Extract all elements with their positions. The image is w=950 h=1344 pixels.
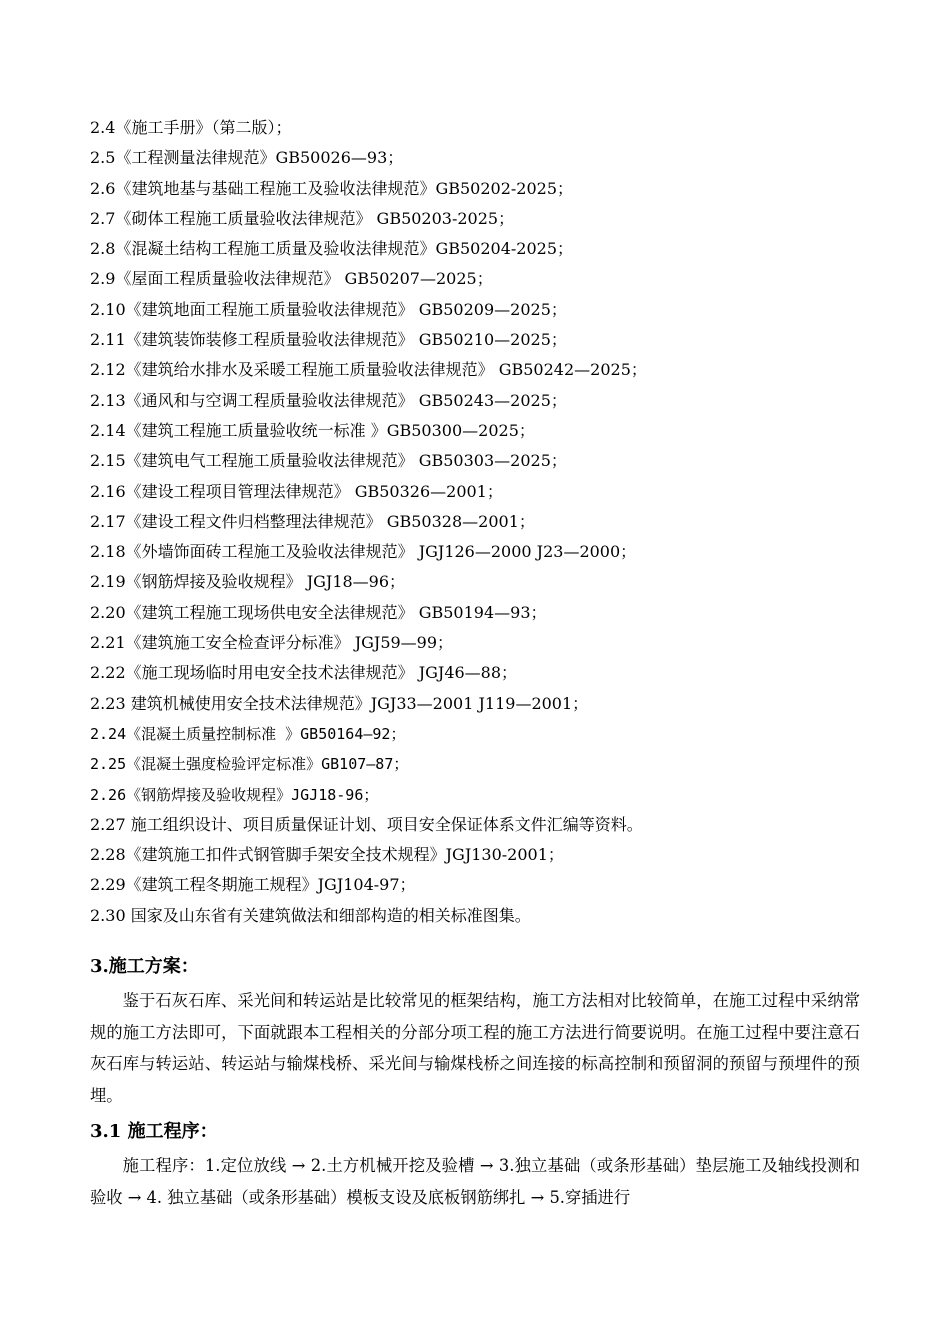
reference-item: 2.5《工程测量法律规范》GB50026—93； xyxy=(90,148,404,168)
reference-item: 2.16《建设工程项目管理法律规范》 GB50326—2001； xyxy=(90,481,503,501)
reference-list xyxy=(90,113,890,931)
reference-item: 2.9《屋面工程质量验收法律规范》 GB50207—2025； xyxy=(90,269,493,289)
reference-item: 2.22《施工现场临时用电安全技术法律规范》 JGJ46—88； xyxy=(90,663,518,683)
construction-procedure-paragraph: 施工程序：1.定位放线 → 2.土方机械开挖及验槽 → 3.独立基础（或条形基础）垫层施工及轴线投测和验收 → 4. 独立基础（或条形基础）模板支设及底板钢筋绑扎 → 5.穿插进行 xyxy=(90,1156,860,1207)
reference-item: 2.20《建筑工程施工现场供电安全法律规范》 GB50194—93； xyxy=(90,602,547,622)
reference-item: 2.29《建筑工程冬期施工规程》JGJ104-97； xyxy=(90,875,416,895)
reference-item: 2.26《钢筋焊接及验收规程》JGJ18-96； xyxy=(90,785,379,804)
reference-item: 2.14《建筑工程施工质量验收统一标准 》GB50300—2025； xyxy=(90,420,535,440)
reference-item: 2.13《通风和与空调工程质量验收法律规范》 GB50243—2025； xyxy=(90,390,567,410)
reference-item: 2.28《建筑施工扣件式钢管脚手架安全技术规程》JGJ130-2001； xyxy=(90,845,564,865)
section-heading-construction-plan: 3.施工方案： xyxy=(90,956,199,977)
reference-item: 2.7《砌体工程施工质量验收法律规范》 GB50203-2025； xyxy=(90,208,515,228)
section-heading-construction-procedure: 3.1 施工程序： xyxy=(90,1121,218,1142)
reference-item: 2.25《混凝土强度检验评定标准》GB107—87； xyxy=(90,755,409,774)
reference-item: 2.27 施工组织设计、项目质量保证计划、项目安全保证体系文件汇编等资料。 xyxy=(90,814,643,834)
reference-item: 2.11《建筑装饰装修工程质量验收法律规范》 GB50210—2025； xyxy=(90,330,567,350)
reference-item: 2.10《建筑地面工程施工质量验收法律规范》 GB50209—2025； xyxy=(90,299,567,319)
reference-item: 2.23 建筑机械使用安全技术法律规范》JGJ33—2001 J119—2001； xyxy=(90,693,589,713)
reference-item: 2.12《建筑给水排水及采暖工程施工质量验收法律规范》 GB50242—2025； xyxy=(90,360,647,380)
reference-item: 2.24《混凝土质量控制标准 》GB50164—92； xyxy=(90,724,406,743)
reference-item: 2.4《施工手册》（第二版）； xyxy=(90,118,292,137)
reference-item: 2.19《钢筋焊接及验收规程》 JGJ18—96； xyxy=(90,572,406,592)
reference-item: 2.17《建设工程文件归档整理法律规范》 GB50328—2001； xyxy=(90,511,535,531)
reference-item: 2.6《建筑地基与基础工程施工及验收法律规范》GB50202-2025； xyxy=(90,178,574,198)
reference-item: 2.18《外墙饰面砖工程施工及验收法律规范》 JGJ126—2000 J23—2000； xyxy=(90,542,637,562)
reference-item: 2.30 国家及山东省有关建筑做法和细部构造的相关标准图集。 xyxy=(90,905,531,925)
reference-item: 2.8《混凝土结构工程施工质量及验收法律规范》GB50204-2025； xyxy=(90,239,574,259)
reference-item: 2.21《建筑施工安全检查评分标准》 JGJ59—99； xyxy=(90,633,454,653)
reference-item: 2.15《建筑电气工程施工质量验收法律规范》 GB50303—2025； xyxy=(90,451,567,471)
construction-plan-paragraph: 鉴于石灰石库、采光间和转运站是比较常见的框架结构，施工方法相对比较简单，在施工过程中采纳常规的施工方法即可，下面就跟本工程相关的分部分项工程的施工方法进行简要说明。在施工过程中要注意石灰石库与转运站、转运站与输煤栈桥、采光间与输煤栈桥之间连接的标高控制和预留洞的预留与预埋件的预埋。 xyxy=(90,991,860,1105)
